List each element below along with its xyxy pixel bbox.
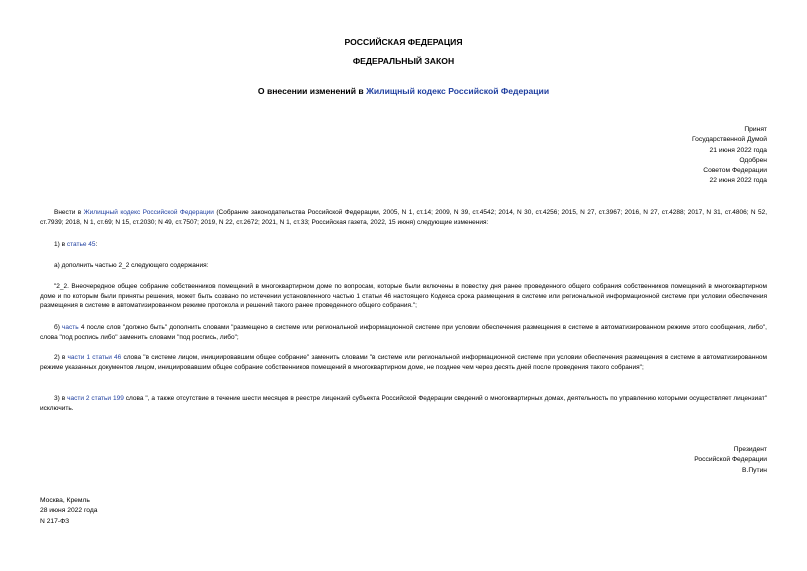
country-heading: РОССИЙСКАЯ ФЕДЕРАЦИЯ — [344, 37, 463, 47]
law-title-prefix: О внесении изменений в — [257, 86, 367, 96]
intro-rest: (Собрание законодательства Российской Федерации, 2005, N 1, ст.14; 2009, N 39, ст.4542; 2014, N 30, ст.4256; 2015, N 27, ст.3967; 2016, N 27, ст.4288; 2017, N 31, ст.4806; N 52, ст.7939; 2018, N 1, ст.69; N 15, ст.2030; N 49, ст.7507; 2019, N 22, ст.2672; 2021, N 1, ст.33; Российская газета, 2022, 15 июня) следующие изменения: — [40, 209, 768, 226]
part-4-link[interactable]: часть — [62, 324, 79, 331]
signature-country: Российской Федерации — [694, 456, 767, 464]
item-1 — [54, 240, 97, 250]
item-1a: а) дополнить частью 2_2 следующего содержания: — [54, 262, 209, 269]
state-duma-label: Государственной Думой — [692, 136, 767, 144]
housing-code-link[interactable]: Жилищный кодекс Российской Федерации — [83, 209, 214, 216]
signing-date: 28 июня 2022 года — [40, 507, 98, 515]
item-1-suffix: : — [95, 241, 98, 248]
item-2-rest: слова "в системе лицом, инициировавшим общее собрание" заменить словами "в системе или региональной информационной системе при условии обеспечения размещения в системе в автоматизированном режиме указанных документов лицом, инициировавшим общее собрание собственников помещений в многоквартирном доме, не позднее чем через десять дней после проведения такого собрания"; — [40, 354, 767, 371]
item-2 — [40, 353, 767, 372]
part-1-article-46-link[interactable]: части 1 статьи 46 — [67, 354, 122, 361]
law-title — [0, 86, 807, 97]
signing-place: Москва, Кремль — [40, 497, 90, 504]
approved-label: Одобрен — [739, 156, 767, 164]
law-type-heading: ФЕДЕРАЛЬНЫЙ ЗАКОН — [352, 56, 455, 66]
intro-prefix: Внести в — [54, 209, 84, 216]
item-3-prefix: 3) в — [54, 395, 68, 402]
quoted-part-2-2: "2_2. Внеочередное общее собрание собственников помещений в многоквартирном доме по вопросам, которые были включены в повестку дня ранее проведенного общего собрания собственников помещений в многоквартирном доме и по которым были приняты решения, может быть созвано по истечении установленного частью 1 статьи 46 настоящего Кодекса срока размещения в системе или региональной информационной системе при условии обеспечения размещения в системе в автоматизированном режиме протокола и решений такого ранее проведенного общего собрания."; — [40, 283, 767, 310]
council-date: 22 июня 2022 года — [709, 177, 767, 185]
item-1b-rest: 4 после слов "должно быть" дополнить словами "размещено в системе или региональной информационной системе при условии обеспечения размещения в системе в автоматизированном режиме этого сообщения, либо", слова "под роспись либо" заменить словами "под роспись, либо"; — [40, 324, 767, 341]
signature-name: В.Путин — [742, 466, 767, 474]
item-1b — [40, 323, 767, 342]
law-number: N 217-ФЗ — [40, 517, 70, 525]
housing-code-title-link[interactable]: Жилищный кодекс Российской Федерации — [366, 86, 550, 96]
adopted-label: Принят — [744, 126, 767, 133]
item-2-prefix: 2) в — [54, 354, 68, 361]
adoption-info — [692, 125, 767, 187]
part-2-article-199-link[interactable]: части 2 статьи 199 — [67, 395, 124, 402]
signature-role: Президент — [733, 446, 767, 453]
item-3 — [40, 394, 767, 413]
signing-details — [40, 496, 97, 527]
duma-date: 21 июня 2022 года — [709, 146, 767, 154]
article-45-link[interactable]: статье 45 — [66, 241, 96, 248]
federation-council-label: Советом Федерации — [703, 167, 767, 175]
signature-block — [694, 445, 767, 476]
item-1b-prefix: б) — [54, 324, 63, 331]
item-1-prefix: 1) в — [54, 241, 67, 248]
intro-paragraph — [40, 208, 767, 227]
item-3-rest: слова ", а также отсутствие в течение шести месяцев в реестре лицензий субъекта Российской Федерации сведений о многоквартирных домах, деятельность по управлению которыми осуществляет лицензиат" исключить. — [40, 395, 768, 412]
